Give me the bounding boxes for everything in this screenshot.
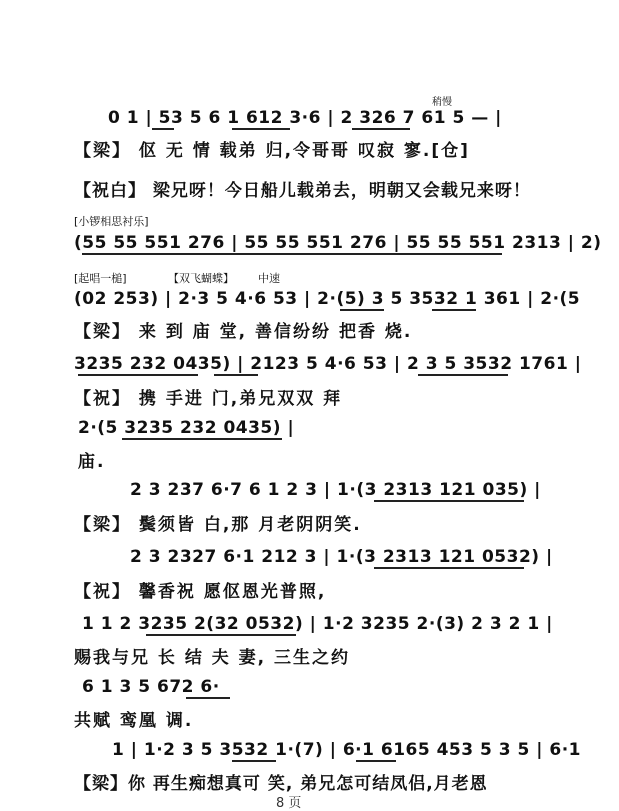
lyrics-line-5: 庙. [78, 452, 106, 472]
notation-line-1: 0 1 | 53 5 6 1 612 3·6 | 2 326 7 61 5 — | [108, 108, 502, 128]
notation-line-9: 6 1 3 5 672 6· [82, 677, 220, 697]
notation-line-7: 2 3 2327 6·1 212 3 | 1·(3 2313 121 0532) | [130, 547, 553, 567]
beam-mark [186, 697, 230, 699]
notation-line-3: (02 253) | 2·3 5 4·6 53 | 2·(5) 3 5 3532 1 361 | 2·(5 [74, 289, 581, 309]
beam-mark [432, 309, 476, 311]
lyrics-line-3: 【梁】 来 到 庙 堂, 善信纷纷 把香 烧. [74, 322, 413, 342]
lyrics-line-7: 【祝】 馨香祝 愿伛恩光普照, [74, 582, 327, 602]
beam-mark [356, 760, 396, 762]
lyrics-line-4: 【祝】 携 手进 门,弟兄双双 拜 [74, 389, 343, 409]
beam-mark [232, 760, 276, 762]
beam-mark [152, 128, 174, 130]
notation-line-10: 1 | 1·2 3 5 3532 1·(7) | 6·1 6165 453 5 3 5 | 6·1 [112, 740, 581, 760]
beam-mark [78, 374, 198, 376]
spoken-line: 【祝白】 梁兄呀！今日船儿载弟去，明朝又会载兄来呀！ [74, 181, 531, 201]
tempo-annotation-mid: 中速 [258, 272, 280, 285]
notation-line-5: 2·(5 3235 232 0435) | [78, 418, 295, 438]
lyrics-line-9: 共赋 鸾凰 调. [74, 711, 194, 731]
lyrics-line-6: 【梁】 鬓须皆 白,那 月老阴阴笑. [74, 515, 362, 535]
beam-mark [352, 128, 410, 130]
notation-line-8: 1 1 2 3235 2(32 0532) | 1·2 3235 2·(3) 2 3 2 1 | [82, 614, 553, 634]
notation-line-4: 3235 232 0435) | 2123 5 4·6 53 | 2 3 5 3532 1761 | [74, 354, 582, 374]
beam-mark [146, 634, 296, 636]
qichang-label: [起唱一槌] [74, 272, 127, 285]
gong-accompaniment-label: [小锣相思衬乐] [74, 215, 149, 228]
beam-mark [122, 438, 282, 440]
beam-mark [374, 567, 524, 569]
page-number: 8 页 [276, 796, 302, 811]
beam-mark [340, 309, 384, 311]
beam-mark [214, 374, 258, 376]
tempo-annotation-slow: 稍慢 [432, 97, 452, 108]
beam-mark [374, 500, 524, 502]
lyrics-line-8: 赐我与兄 长 结 夫 妻, 三生之约 [74, 648, 351, 668]
lyrics-line-1: 【梁】 伛 无 情 载弟 归,令哥哥 叹寂 寥.[仓] [74, 141, 470, 161]
notation-line-6: 2 3 237 6·7 6 1 2 3 | 1·(3 2313 121 035) | [130, 480, 541, 500]
shuangfei-label: 【双飞蝴蝶】 [168, 272, 234, 285]
beam-mark [232, 128, 290, 130]
lyrics-line-10: 【梁】你 再生痴想真可 笑, 弟兄怎可结凤侣,月老恩 [74, 774, 488, 794]
beam-mark [82, 253, 502, 255]
beam-mark [418, 374, 508, 376]
notation-line-2: (55 55 551 276 | 55 55 551 276 | 55 55 551 2313 | 2) [74, 233, 602, 253]
